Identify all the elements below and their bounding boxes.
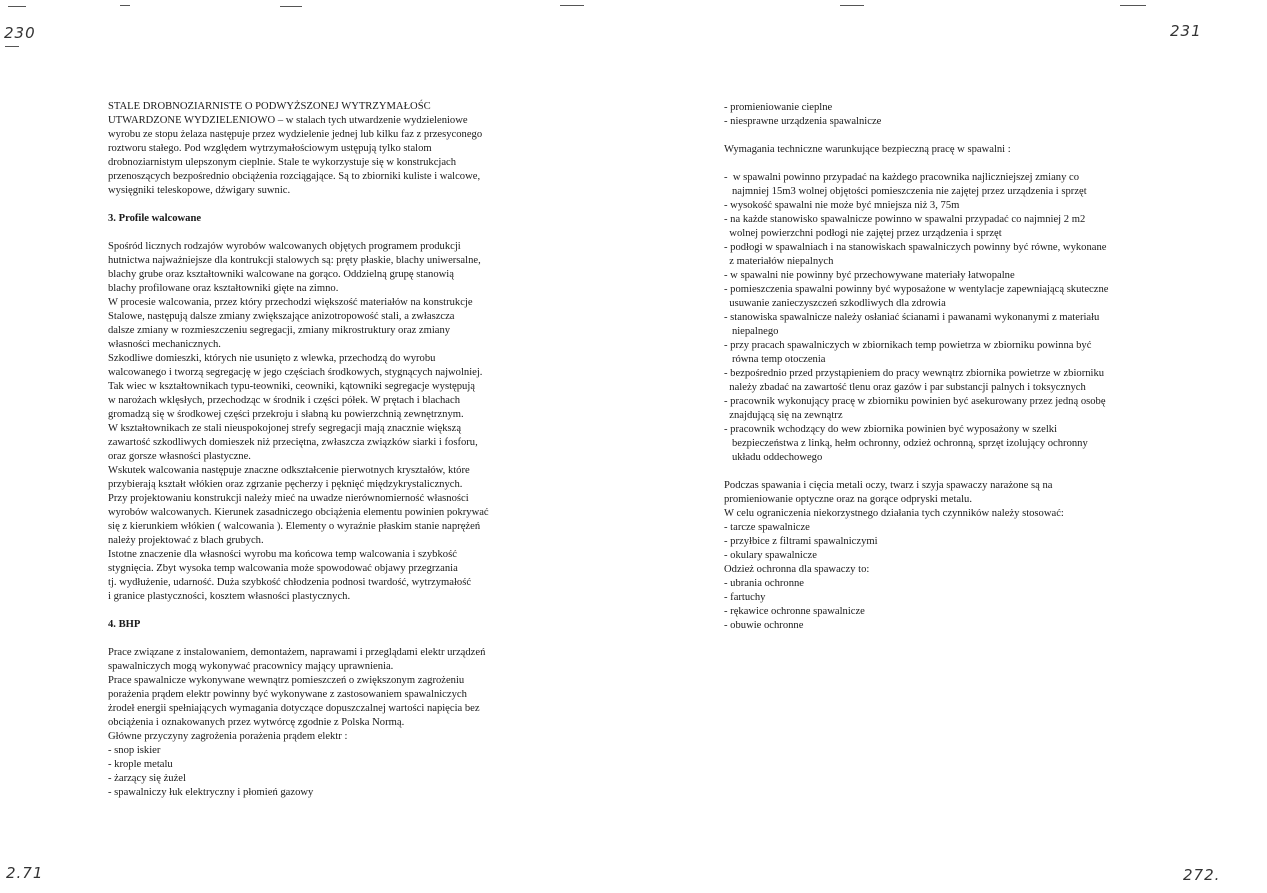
text-line: W celu ograniczenia niekorzystnego działania tych czynników należy stosować:	[724, 508, 1064, 519]
text-line: STALE DROBNOZIARNISTE O PODWYŻSZONEJ WYTRZYMAŁOŚC	[108, 101, 431, 112]
text-line: się z kierunkiem włókien ( walcowania ). Elementy o wyraźnie płaskim stanie naprężeń	[108, 521, 481, 532]
text-line: Spośród licznych rodzajów wyrobów walcowanych objętych programem produkcji	[108, 241, 461, 252]
spacer	[724, 129, 1108, 143]
text-line: - krople metalu	[108, 759, 173, 770]
text-line: wysięgniki teleskopowe, dźwigary suwnic.	[108, 185, 291, 196]
text-line: - żarzący się żużel	[108, 773, 186, 784]
list-item: - na każde stanowisko spawalnicze powinno w spawalni przypadać co najmniej 2 m2	[724, 214, 1086, 225]
text-line: W kształtownikach ze stali nieuspokojonej strefy segregacji mają znacznie większą	[108, 423, 462, 434]
text-line: własności mechanicznych.	[108, 339, 221, 350]
list-item: - wysokość spawalni nie może być mniejsza niż 3, 75m	[724, 200, 960, 211]
text-line: porażenia prądem elektr powinny być wykonywane z zastosowaniem spawalniczych	[108, 689, 467, 700]
text-line: przenoszących bezpośrednio obciążenia rozciągające. Są to zbiorniki kuliste i walcowe,	[108, 171, 481, 182]
text-line: Główne przyczyny zagrożenia porażenia prądem elektr :	[108, 731, 348, 742]
text-line: Istotne znaczenie dla własności wyrobu ma końcowa temp walcowania i szybkość	[108, 549, 457, 560]
spacer	[108, 632, 489, 646]
list-item: bezpieczeństwa z linką, hełm ochronny, odzież ochronną, sprzęt izolujący ochronny	[724, 438, 1088, 449]
list-item: wolnej powierzchni podłogi nie zajętej przez urządzenia i sprzęt	[724, 228, 1002, 239]
spacer	[108, 604, 489, 618]
text-line: spawalniczych mogą wykonywać pracownicy mający uprawnienia.	[108, 661, 394, 672]
text-line: Tak wiec w kształtownikach typu-teowniki, ceowniki, kątowniki segregacje występują	[108, 381, 475, 392]
section-heading: 4. BHP	[108, 619, 141, 630]
text-line: blachy grube oraz kształtowniki walcowane na gorąco. Oddzielną grupę stanowią	[108, 269, 454, 280]
list-item: - promieniowanie cieplne	[724, 102, 833, 113]
text-line: hutnictwa najważniejsze dla kontrukcji stalowych są: pręty płaskie, blachy uniwersalne,	[108, 255, 481, 266]
list-item: usuwanie zanieczyszczeń szkodliwych dla zdrowia	[724, 298, 946, 309]
list-item: - pracownik wykonujący pracę w zbiorniku powinien być asekurowany przez jedną osobę	[724, 396, 1106, 407]
spacer	[724, 465, 1108, 479]
text-line: należy projektować z blach grubych.	[108, 535, 264, 546]
text-line: żrodeł energii spełniających wymagania dotyczące dopuszczalnej wartości napięcia bez	[108, 703, 480, 714]
right-text-column	[724, 101, 1108, 633]
list-item: - tarcze spawalnicze	[724, 522, 810, 533]
list-item: - podłogi w spawalniach i na stanowiskach spawalniczych powinny być równe, wykonane	[724, 242, 1107, 253]
text-line: wyrobu ze stopu żelaza następuje przez wydzielenie jednej lub kilku faz z przesyconego	[108, 129, 483, 140]
text-line: Przy projektowaniu konstrukcji należy mieć na uwadze nierównomierność własności	[108, 493, 469, 504]
list-item: należy zbadać na zawartość tlenu oraz gazów i par substancji palnych i toksycznych	[724, 382, 1086, 393]
text-line: zawartość szkodliwych domieszek niż przeciętna, zwłaszcza związków siarki i fosforu,	[108, 437, 478, 448]
text-line: Podczas spawania i cięcia metali oczy, twarz i szyja spawaczy narażone są na	[724, 480, 1053, 491]
list-item: równa temp otoczenia	[724, 354, 826, 365]
text-line: wyrobów walcowanych. Kierunek zasadniczego obciążenia elementu powinien pokrywać	[108, 507, 489, 518]
page-number-bottom: 272.	[1183, 866, 1221, 884]
list-item: niepalnego	[724, 326, 779, 337]
text-line: Szkodliwe domieszki, których nie usunięto z wlewka, przechodzą do wyrobu	[108, 353, 436, 364]
list-item: znajdującą się na zewnątrz	[724, 410, 843, 421]
list-item: - fartuchy	[724, 592, 766, 603]
list-item: - przyłbice z filtrami spawalniczymi	[724, 536, 878, 547]
list-item: - w spawalni powinno przypadać na każdego pracownika najliczniejszej zmiany co	[724, 172, 1080, 183]
list-item: - przy pracach spawalniczych w zbiornikach temp powietrza w zbiorniku powinna być	[724, 340, 1092, 351]
list-item: układu oddechowego	[724, 452, 823, 463]
text-line: i granice plastyczności, kosztem własności plastycznych.	[108, 591, 351, 602]
text-line: walcowanego i tworzą segregację w jego częściach środkowych, stygnących najwolniej.	[108, 367, 483, 378]
text-line: w narożach wklęsłych, przechodząc w środnik i części półek. W prętach i blachach	[108, 395, 460, 406]
list-item: - niesprawne urządzenia spawalnicze	[724, 116, 882, 127]
section-heading: 3. Profile walcowane	[108, 213, 202, 224]
text-line: blachy profilowane oraz kształtowniki gięte na zimno.	[108, 283, 339, 294]
list-item: - rękawice ochronne spawalnicze	[724, 606, 865, 617]
list-item: - pracownik wchodzący do wew zbiornika powinien być wyposażony w szelki	[724, 424, 1058, 435]
text-line: W procesie walcowania, przez który przechodzi większość materiałów na konstrukcje	[108, 297, 473, 308]
text-line: promieniowanie optyczne oraz na gorące odpryski metalu.	[724, 494, 972, 505]
list-item: - okulary spawalnicze	[724, 550, 817, 561]
text-line: Prace spawalnicze wykonywane wewnątrz pomieszczeń o zwiększonym zagrożeniu	[108, 675, 465, 686]
page-number-bottom: 2.71	[6, 864, 44, 882]
list-item: - obuwie ochronne	[724, 620, 804, 631]
list-item: - bezpośrednio przed przystąpieniem do pracy wewnątrz zbiornika powietrze w zbiorniku	[724, 368, 1105, 379]
text-line: Wskutek walcowania następuje znaczne odkształcenie pierwotnych kryształów, które	[108, 465, 470, 476]
text-line: - spawalniczy łuk elektryczny i płomień gazowy	[108, 787, 314, 798]
list-item: - stanowiska spawalnicze należy osłaniać ścianami i pawanami wykonanymi z materiału	[724, 312, 1100, 323]
text-line: Stalowe, następują dalsze zmiany zwiększające anizotropowość stali, a zwłaszcza	[108, 311, 455, 322]
spacer	[108, 226, 489, 240]
list-item: - w spawalni nie powinny być przechowywane materiały łatwopalne	[724, 270, 1015, 281]
text-line: roztworu stałego. Pod względem wytrzymałościowym ustępują tylko stalom	[108, 143, 432, 154]
text-line: oraz gorsze własności plastyczne.	[108, 451, 251, 462]
text-line: Odzież ochronna dla spawaczy to:	[724, 564, 870, 575]
text-line: Prace związane z instalowaniem, demontażem, naprawami i przeglądami elektr urządzeń	[108, 647, 486, 658]
spacer	[108, 198, 489, 212]
requirements-heading: Wymagania techniczne warunkujące bezpieczną pracę w spawalni :	[724, 144, 1011, 155]
right-page	[640, 0, 1267, 893]
text-line: - snop iskier	[108, 745, 161, 756]
text-line: obciążenia i oznakowanych przez wytwórcę zgodnie z Polska Normą.	[108, 717, 405, 728]
list-item: z materiałów niepalnych	[724, 256, 834, 267]
list-item: najmniej 15m3 wolnej objętości pomieszczenia nie zajętej przez urządzenia i sprzęt	[724, 186, 1087, 197]
page-number-top: 231	[1170, 22, 1202, 40]
text-line: przybierają kształt włókien oraz zgrzanie pęcherzy i pęknięć międzykrystalicznych.	[108, 479, 463, 490]
text-line: stygnięcia. Zbyt wysoka temp walcowania może spowodować objawy przegrzania	[108, 563, 458, 574]
text-line: dalsze zmiany w rozmieszczeniu segregacji, zmiany mikrostruktury oraz zmiany	[108, 325, 451, 336]
spacer	[724, 157, 1108, 171]
list-item: - ubrania ochronne	[724, 578, 805, 589]
text-line: tj. wydłużenie, udarność. Duża szybkość chłodzenia podnosi twardość, wytrzymałość	[108, 577, 472, 588]
text-line: gromadzą się w środkowej części przekroju i słabną ku powierzchnią zewnętrznym.	[108, 409, 464, 420]
left-text-column	[108, 100, 489, 800]
page-number-top: 230	[4, 24, 36, 42]
text-line: UTWARDZONE WYDZIELENIOWO – w stalach tych utwardzenie wydzieleniowe	[108, 115, 468, 126]
list-item: - pomieszczenia spawalni powinny być wyposażone w wentylacje zapewniającą skuteczne	[724, 284, 1109, 295]
text-line: drobnoziarnistym ulepszonym cieplnie. Stale te wykorzystuje się w konstrukcjach	[108, 157, 457, 168]
